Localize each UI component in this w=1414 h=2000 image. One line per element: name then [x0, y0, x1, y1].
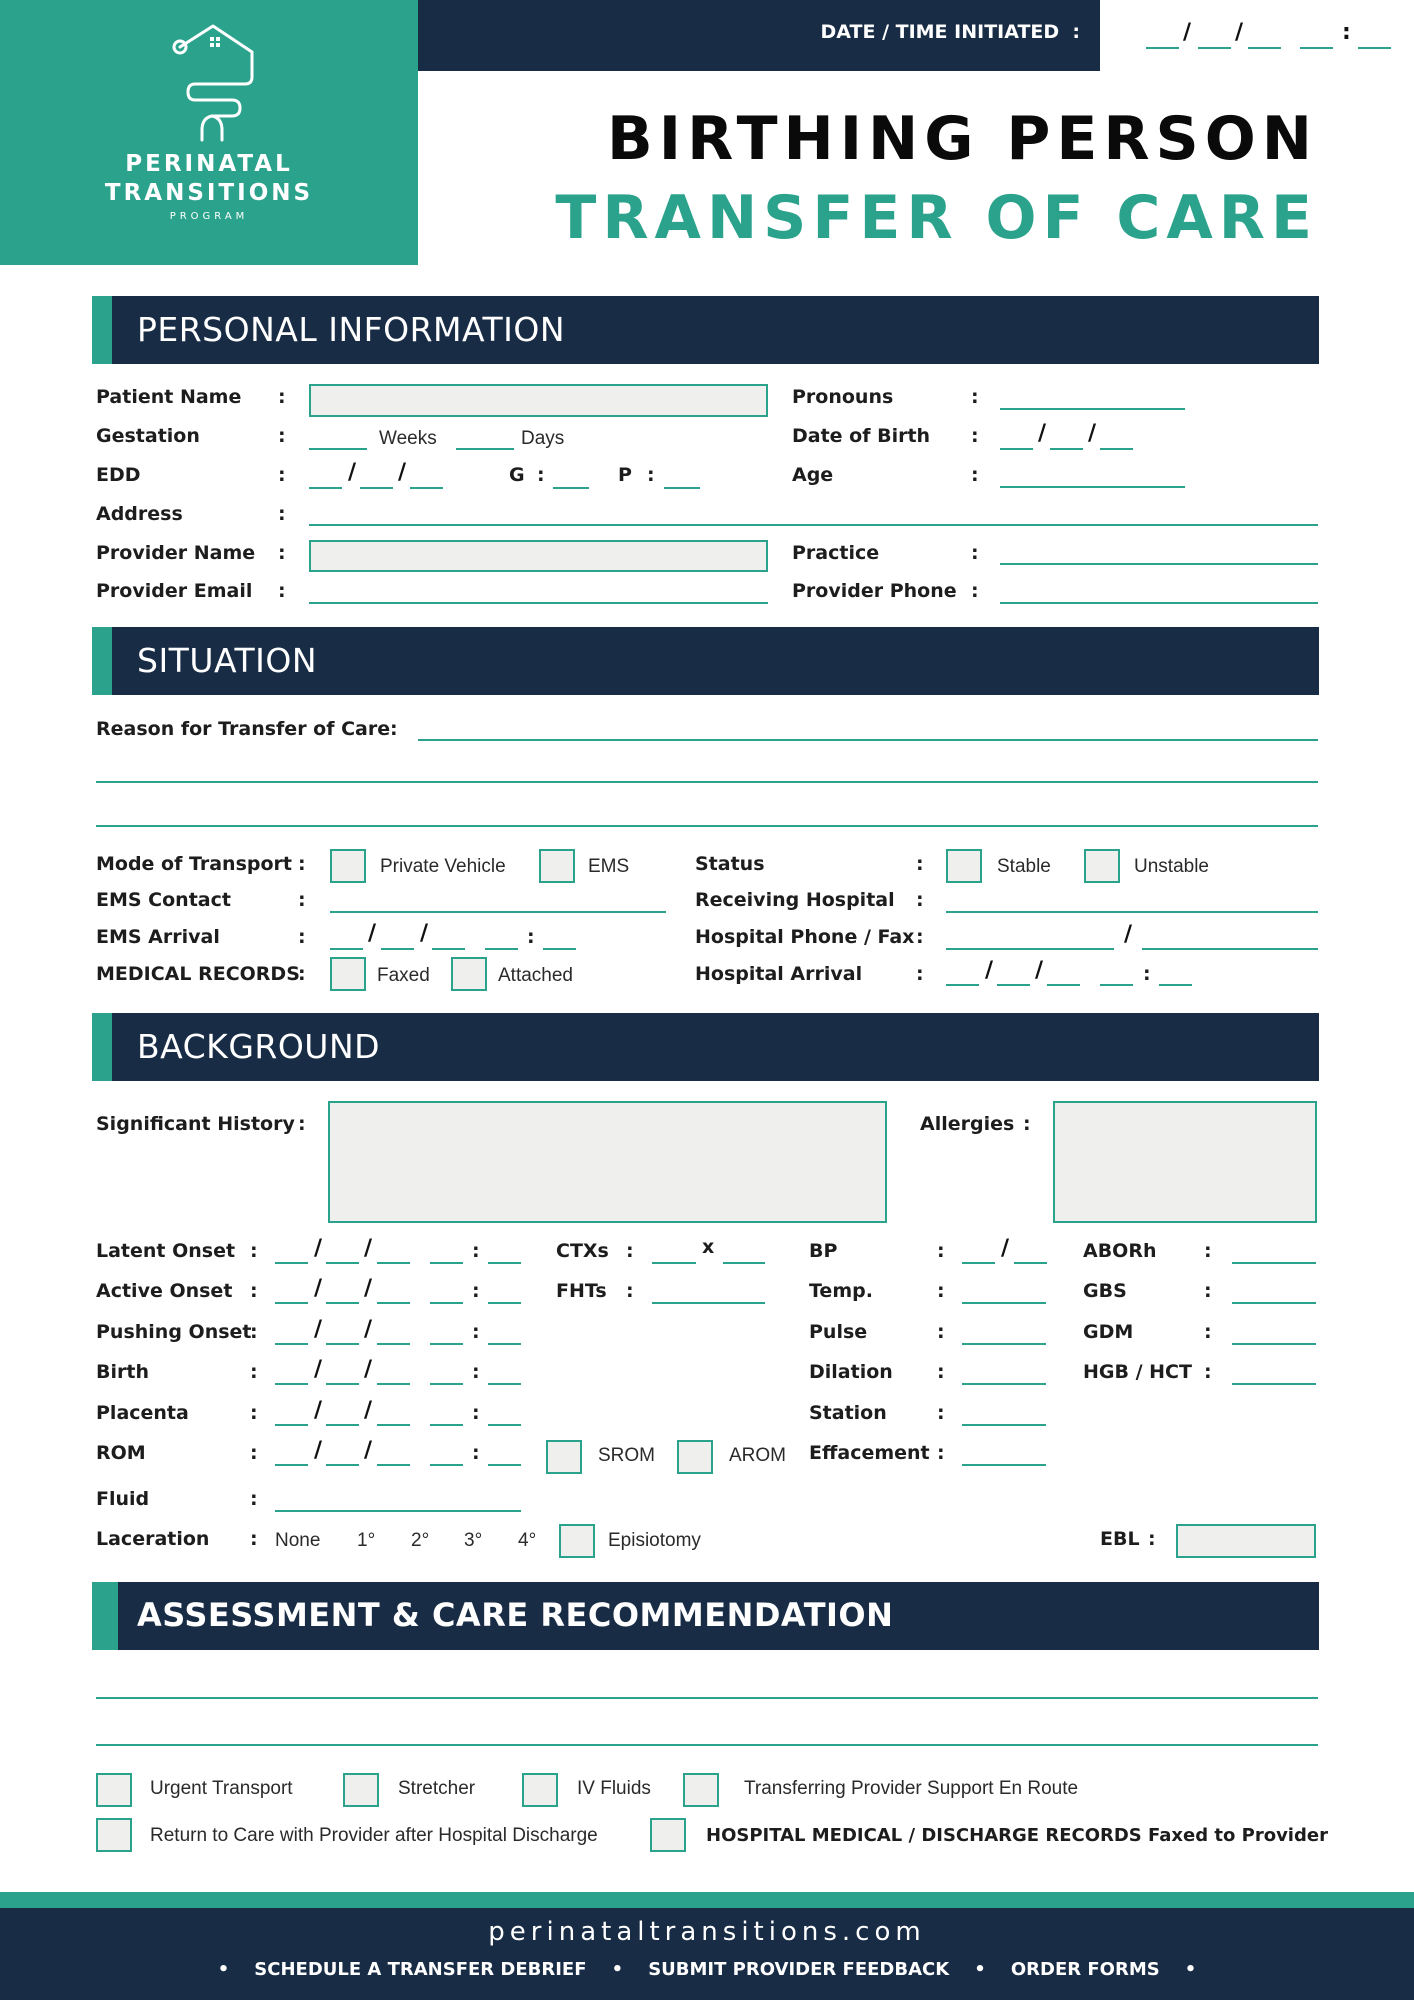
- laceration-1st-option[interactable]: 1°: [357, 1530, 376, 1551]
- records-faxed-checkbox[interactable]: [650, 1818, 686, 1852]
- colon: :: [1023, 1113, 1031, 1135]
- hospital-arrival-minute-field[interactable]: [1159, 984, 1192, 986]
- hospital-arrival-year-field[interactable]: [1047, 984, 1080, 986]
- rom-minute-field[interactable]: [488, 1464, 521, 1466]
- edd-day-field[interactable]: [360, 487, 393, 489]
- slash: /: [1001, 1236, 1010, 1261]
- date-month-field[interactable]: [1146, 47, 1179, 49]
- hospital-arrival-day-field[interactable]: [997, 984, 1030, 986]
- reason-field-line2[interactable]: [96, 781, 1318, 783]
- page-subtitle: TRANSFER OF CARE: [555, 183, 1318, 253]
- rom-year-field[interactable]: [377, 1464, 410, 1466]
- colon: :: [278, 464, 286, 486]
- section-situation: [92, 627, 1319, 695]
- temp-label: Temp.: [809, 1280, 873, 1302]
- colon: :: [250, 1488, 258, 1510]
- return-to-care-label: Return to Care with Provider after Hospital Discharge: [150, 1825, 598, 1846]
- colon: :: [390, 718, 398, 740]
- assessment-line1[interactable]: [96, 1697, 1318, 1699]
- provider-feedback-link[interactable]: SUBMIT PROVIDER FEEDBACK: [648, 1959, 950, 1980]
- stable-checkbox[interactable]: [946, 849, 982, 883]
- colon: :: [1204, 1280, 1212, 1302]
- colon: :: [472, 1321, 480, 1343]
- bp-systolic-field[interactable]: [962, 1262, 995, 1264]
- reason-field[interactable]: [418, 739, 1318, 741]
- slash: /: [398, 460, 407, 485]
- colon: :: [472, 1442, 480, 1464]
- colon: :: [971, 464, 979, 486]
- ems-contact-label: EMS Contact: [96, 889, 231, 911]
- gbs-label: GBS: [1083, 1280, 1127, 1302]
- colon: :: [916, 963, 924, 985]
- logo-line1: PERINATAL: [125, 151, 293, 177]
- p-label: P: [618, 464, 632, 486]
- latent-onset-hour-field[interactable]: [430, 1262, 463, 1264]
- dilation-field[interactable]: [962, 1383, 1046, 1385]
- ctxs-interval-field[interactable]: [723, 1262, 765, 1264]
- bullet: •: [611, 1959, 624, 1980]
- srom-label: SROM: [598, 1445, 655, 1466]
- time-colon: :: [1342, 20, 1351, 45]
- g-label: G: [509, 464, 525, 486]
- laceration-label: Laceration: [96, 1528, 210, 1550]
- latent-onset-year-field[interactable]: [377, 1262, 410, 1264]
- active-onset-year-field[interactable]: [377, 1302, 410, 1304]
- colon: :: [298, 853, 306, 875]
- colon: :: [472, 1361, 480, 1383]
- active-onset-day-field[interactable]: [326, 1302, 359, 1304]
- provider-email-field[interactable]: [309, 602, 768, 604]
- colon: :: [1204, 1240, 1212, 1262]
- episiotomy-checkbox[interactable]: [559, 1524, 595, 1558]
- colon: :: [937, 1361, 945, 1383]
- section-background: [92, 1013, 1319, 1081]
- colon: :: [971, 542, 979, 564]
- time-hour-field[interactable]: [1300, 47, 1333, 49]
- patient-name-label: Patient Name: [96, 386, 242, 408]
- birth-label: Birth: [96, 1361, 149, 1383]
- hospital-phone-fax-label: Hospital Phone / Fax: [695, 926, 915, 948]
- age-label: Age: [792, 464, 834, 486]
- provider-email-label: Provider Email: [96, 580, 253, 602]
- colon: :: [1204, 1321, 1212, 1343]
- colon: :: [1204, 1361, 1212, 1383]
- stretcher-label: Stretcher: [398, 1778, 476, 1799]
- ems-arrival-month-field[interactable]: [330, 948, 363, 950]
- dilation-label: Dilation: [809, 1361, 893, 1383]
- date-day-field[interactable]: [1198, 47, 1231, 49]
- times-symbol: x: [702, 1236, 715, 1258]
- schedule-debrief-link[interactable]: SCHEDULE A TRANSFER DEBRIEF: [254, 1959, 587, 1980]
- date-year-field[interactable]: [1248, 47, 1281, 49]
- birth-day-field[interactable]: [326, 1383, 359, 1385]
- assessment-line2[interactable]: [96, 1744, 1318, 1746]
- slash: /: [348, 460, 357, 485]
- slash: /: [364, 1236, 373, 1261]
- rom-hour-field[interactable]: [430, 1464, 463, 1466]
- mode-of-transport-label: Mode of Transport: [96, 853, 293, 875]
- ems-arrival-label: EMS Arrival: [96, 926, 220, 948]
- effacement-field[interactable]: [962, 1464, 1046, 1466]
- time-minute-field[interactable]: [1358, 47, 1391, 49]
- colon: :: [472, 1280, 480, 1302]
- pronouns-label: Pronouns: [792, 386, 894, 408]
- iv-fluids-checkbox[interactable]: [522, 1773, 558, 1807]
- ems-arrival-day-field[interactable]: [381, 948, 414, 950]
- return-to-care-checkbox[interactable]: [96, 1818, 132, 1852]
- colon: :: [250, 1402, 258, 1424]
- hospital-arrival-label: Hospital Arrival: [695, 963, 863, 985]
- slash: /: [314, 1317, 323, 1342]
- fluid-label: Fluid: [96, 1488, 150, 1510]
- section-title: BACKGROUND: [137, 1027, 381, 1066]
- laceration-4th-option[interactable]: 4°: [518, 1530, 537, 1551]
- logo-line2: TRANSITIONS: [104, 180, 314, 206]
- gravida-field[interactable]: [553, 487, 589, 489]
- hospital-phone-field[interactable]: [946, 948, 1114, 950]
- colon: :: [916, 926, 924, 948]
- ctxs-count-field[interactable]: [652, 1262, 696, 1264]
- provider-phone-label: Provider Phone: [792, 580, 957, 602]
- pronouns-field[interactable]: [1000, 408, 1185, 410]
- footer-website-link[interactable]: perinataltransitions.com: [488, 1917, 926, 1947]
- fhts-label: FHTs: [556, 1280, 607, 1302]
- significant-history-field[interactable]: [328, 1101, 887, 1223]
- pushing-onset-label: Pushing Onset: [96, 1321, 252, 1343]
- pushing-onset-month-field[interactable]: [275, 1343, 308, 1345]
- colon: :: [647, 464, 655, 486]
- arom-label: AROM: [729, 1445, 786, 1466]
- allergies-label: Allergies: [920, 1113, 1015, 1135]
- page-title: BIRTHING PERSON: [607, 104, 1318, 174]
- slash: /: [364, 1438, 373, 1463]
- dob-day-field[interactable]: [1050, 448, 1083, 450]
- order-forms-link[interactable]: ORDER FORMS: [1010, 1959, 1160, 1980]
- fluid-field[interactable]: [275, 1510, 521, 1512]
- slash: /: [314, 1276, 323, 1301]
- ems-arrival-minute-field[interactable]: [543, 948, 576, 950]
- slash: /: [364, 1357, 373, 1382]
- bullet: •: [217, 1959, 230, 1980]
- colon: :: [937, 1442, 945, 1464]
- date-time-label: DATE / TIME INITIATED :: [820, 21, 1080, 43]
- active-onset-hour-field[interactable]: [430, 1302, 463, 1304]
- placenta-label: Placenta: [96, 1402, 189, 1424]
- colon: :: [250, 1240, 258, 1262]
- effacement-label: Effacement: [809, 1442, 930, 1464]
- records-faxed-label: HOSPITAL MEDICAL / DISCHARGE RECORDS Faxed to Provider: [706, 1825, 1328, 1846]
- address-field[interactable]: [309, 524, 1318, 526]
- provider-phone-field[interactable]: [1000, 602, 1318, 604]
- slash: /: [985, 958, 994, 983]
- private-vehicle-label: Private Vehicle: [380, 856, 506, 877]
- ems-arrival-year-field[interactable]: [432, 948, 465, 950]
- colon: :: [537, 464, 545, 486]
- ebl-field[interactable]: [1176, 1524, 1316, 1558]
- pushing-onset-day-field[interactable]: [326, 1343, 359, 1345]
- ems-checkbox[interactable]: [539, 849, 575, 883]
- transferring-support-checkbox[interactable]: [683, 1773, 719, 1807]
- colon: :: [626, 1280, 634, 1302]
- colon: :: [298, 1113, 306, 1135]
- aborh-field[interactable]: [1232, 1262, 1316, 1264]
- attached-checkbox[interactable]: [451, 957, 487, 991]
- medical-records-label: MEDICAL RECORDS: [96, 963, 300, 985]
- arom-checkbox[interactable]: [677, 1440, 713, 1474]
- slash: /: [364, 1398, 373, 1423]
- slash: /: [1038, 421, 1047, 446]
- house-stethoscope-icon: [160, 22, 260, 147]
- latent-onset-label: Latent Onset: [96, 1240, 236, 1262]
- placenta-year-field[interactable]: [377, 1424, 410, 1426]
- significant-history-label: Significant History: [96, 1113, 295, 1135]
- unstable-label: Unstable: [1134, 856, 1209, 877]
- pulse-label: Pulse: [809, 1321, 868, 1343]
- footer-accent: [0, 1892, 1414, 1908]
- colon: :: [278, 386, 286, 408]
- ems-arrival-hour-field[interactable]: [485, 948, 518, 950]
- colon: :: [626, 1240, 634, 1262]
- reason-label: Reason for Transfer of Care: [96, 718, 391, 740]
- aborh-label: ABORh: [1083, 1240, 1157, 1262]
- colon: :: [472, 1240, 480, 1262]
- colon: :: [298, 963, 306, 985]
- faxed-checkbox[interactable]: [330, 957, 366, 991]
- section-title: SITUATION: [137, 641, 318, 680]
- address-label: Address: [96, 503, 183, 525]
- slash: /: [1124, 922, 1133, 947]
- station-field[interactable]: [962, 1424, 1046, 1426]
- temp-field[interactable]: [962, 1302, 1046, 1304]
- colon: :: [916, 889, 924, 911]
- ems-label: EMS: [588, 856, 630, 877]
- hospital-arrival-hour-field[interactable]: [1100, 984, 1133, 986]
- birth-year-field[interactable]: [377, 1383, 410, 1385]
- colon: :: [1143, 963, 1151, 985]
- footer-links: [0, 1959, 1414, 1980]
- date-slash: /: [1183, 20, 1192, 45]
- latent-onset-minute-field[interactable]: [488, 1262, 521, 1264]
- logo-line3: PROGRAM: [169, 211, 249, 222]
- gbs-field[interactable]: [1232, 1302, 1316, 1304]
- latent-onset-day-field[interactable]: [326, 1262, 359, 1264]
- episiotomy-label: Episiotomy: [608, 1530, 701, 1551]
- colon: :: [298, 926, 306, 948]
- faxed-label: Faxed: [377, 965, 430, 986]
- pushing-onset-year-field[interactable]: [377, 1343, 410, 1345]
- slash: /: [420, 921, 429, 946]
- status-label: Status: [695, 853, 765, 875]
- colon: :: [278, 542, 286, 564]
- practice-label: Practice: [792, 542, 880, 564]
- colon: :: [916, 853, 924, 875]
- colon: :: [527, 926, 535, 948]
- gestation-weeks-field[interactable]: [309, 448, 367, 450]
- colon: :: [250, 1280, 258, 1302]
- edd-month-field[interactable]: [309, 487, 342, 489]
- station-label: Station: [809, 1402, 887, 1424]
- stretcher-checkbox[interactable]: [343, 1773, 379, 1807]
- placenta-month-field[interactable]: [275, 1424, 308, 1426]
- dob-label: Date of Birth: [792, 425, 931, 447]
- colon: :: [250, 1321, 258, 1343]
- provider-name-label: Provider Name: [96, 542, 256, 564]
- age-field[interactable]: [1000, 486, 1185, 488]
- colon: :: [971, 425, 979, 447]
- hgb-hct-label: HGB / HCT: [1083, 1361, 1192, 1383]
- slash: /: [364, 1317, 373, 1342]
- slash: /: [1088, 421, 1097, 446]
- urgent-transport-label: Urgent Transport: [150, 1778, 293, 1799]
- gdm-label: GDM: [1083, 1321, 1134, 1343]
- practice-field[interactable]: [1000, 563, 1318, 565]
- active-onset-minute-field[interactable]: [488, 1302, 521, 1304]
- gdm-field[interactable]: [1232, 1343, 1316, 1345]
- weeks-label: Weeks: [379, 428, 437, 449]
- pushing-onset-minute-field[interactable]: [488, 1343, 521, 1345]
- colon: :: [971, 386, 979, 408]
- receiving-hospital-label: Receiving Hospital: [695, 889, 895, 911]
- pulse-field[interactable]: [962, 1343, 1046, 1345]
- rom-label: ROM: [96, 1442, 146, 1464]
- stable-label: Stable: [997, 856, 1051, 877]
- birth-month-field[interactable]: [275, 1383, 308, 1385]
- colon: :: [278, 580, 286, 602]
- unstable-checkbox[interactable]: [1084, 849, 1120, 883]
- para-field[interactable]: [664, 487, 700, 489]
- rom-month-field[interactable]: [275, 1464, 308, 1466]
- gestation-label: Gestation: [96, 425, 200, 447]
- colon: :: [250, 1528, 258, 1550]
- provider-name-field[interactable]: [309, 540, 768, 572]
- patient-name-field[interactable]: [309, 384, 768, 417]
- colon: :: [971, 580, 979, 602]
- slash: /: [368, 921, 377, 946]
- section-title: ASSESSMENT & CARE RECOMMENDATION: [137, 1596, 894, 1634]
- private-vehicle-checkbox[interactable]: [330, 849, 366, 883]
- laceration-3rd-option[interactable]: 3°: [464, 1530, 483, 1551]
- laceration-none-option[interactable]: None: [275, 1530, 321, 1551]
- colon: :: [472, 1402, 480, 1424]
- colon: :: [278, 425, 286, 447]
- pushing-onset-hour-field[interactable]: [430, 1343, 463, 1345]
- colon: :: [937, 1240, 945, 1262]
- fhts-field[interactable]: [652, 1302, 765, 1304]
- birth-hour-field[interactable]: [430, 1383, 463, 1385]
- colon: :: [250, 1361, 258, 1383]
- colon: :: [278, 503, 286, 525]
- section-title: PERSONAL INFORMATION: [137, 310, 566, 349]
- receiving-hospital-field[interactable]: [946, 911, 1318, 913]
- active-onset-month-field[interactable]: [275, 1302, 308, 1304]
- colon: :: [298, 889, 306, 911]
- hgb-hct-field[interactable]: [1232, 1383, 1316, 1385]
- days-label: Days: [521, 428, 565, 449]
- placenta-hour-field[interactable]: [430, 1424, 463, 1426]
- edd-label: EDD: [96, 464, 141, 486]
- active-onset-label: Active Onset: [96, 1280, 233, 1302]
- laceration-2nd-option[interactable]: 2°: [411, 1530, 430, 1551]
- slash: /: [314, 1398, 323, 1423]
- gestation-days-field[interactable]: [456, 448, 514, 450]
- bp-diastolic-field[interactable]: [1014, 1262, 1047, 1264]
- slash: /: [364, 1276, 373, 1301]
- bullet: •: [974, 1959, 986, 1980]
- bullet: •: [1184, 1959, 1197, 1980]
- bp-label: BP: [809, 1240, 838, 1262]
- date-slash: /: [1235, 20, 1244, 45]
- slash: /: [314, 1236, 323, 1261]
- rom-day-field[interactable]: [326, 1464, 359, 1466]
- attached-label: Attached: [498, 965, 573, 986]
- slash: /: [314, 1357, 323, 1382]
- placenta-day-field[interactable]: [326, 1424, 359, 1426]
- slash: /: [314, 1438, 323, 1463]
- section-assessment: [92, 1582, 1319, 1650]
- colon: :: [937, 1402, 945, 1424]
- placenta-minute-field[interactable]: [488, 1424, 521, 1426]
- colon: :: [1148, 1528, 1156, 1550]
- iv-fluids-label: IV Fluids: [577, 1778, 651, 1799]
- ebl-label: EBL: [1100, 1528, 1140, 1550]
- colon: :: [250, 1442, 258, 1464]
- section-personal-information: [92, 296, 1319, 364]
- hospital-fax-field[interactable]: [1142, 948, 1318, 950]
- hospital-arrival-month-field[interactable]: [946, 984, 979, 986]
- edd-year-field[interactable]: [410, 487, 443, 489]
- colon: :: [937, 1321, 945, 1343]
- slash: /: [1035, 958, 1044, 983]
- reason-field-line3[interactable]: [96, 825, 1318, 827]
- ctxs-label: CTXs: [556, 1240, 609, 1262]
- latent-onset-month-field[interactable]: [275, 1262, 308, 1264]
- dob-month-field[interactable]: [1000, 448, 1033, 450]
- colon: :: [937, 1280, 945, 1302]
- transferring-support-label: Transferring Provider Support En Route: [744, 1778, 1079, 1799]
- allergies-field[interactable]: [1053, 1101, 1317, 1223]
- srom-checkbox[interactable]: [546, 1440, 582, 1474]
- birth-minute-field[interactable]: [488, 1383, 521, 1385]
- urgent-transport-checkbox[interactable]: [96, 1773, 132, 1807]
- ems-contact-field[interactable]: [330, 911, 666, 913]
- dob-year-field[interactable]: [1100, 448, 1133, 450]
